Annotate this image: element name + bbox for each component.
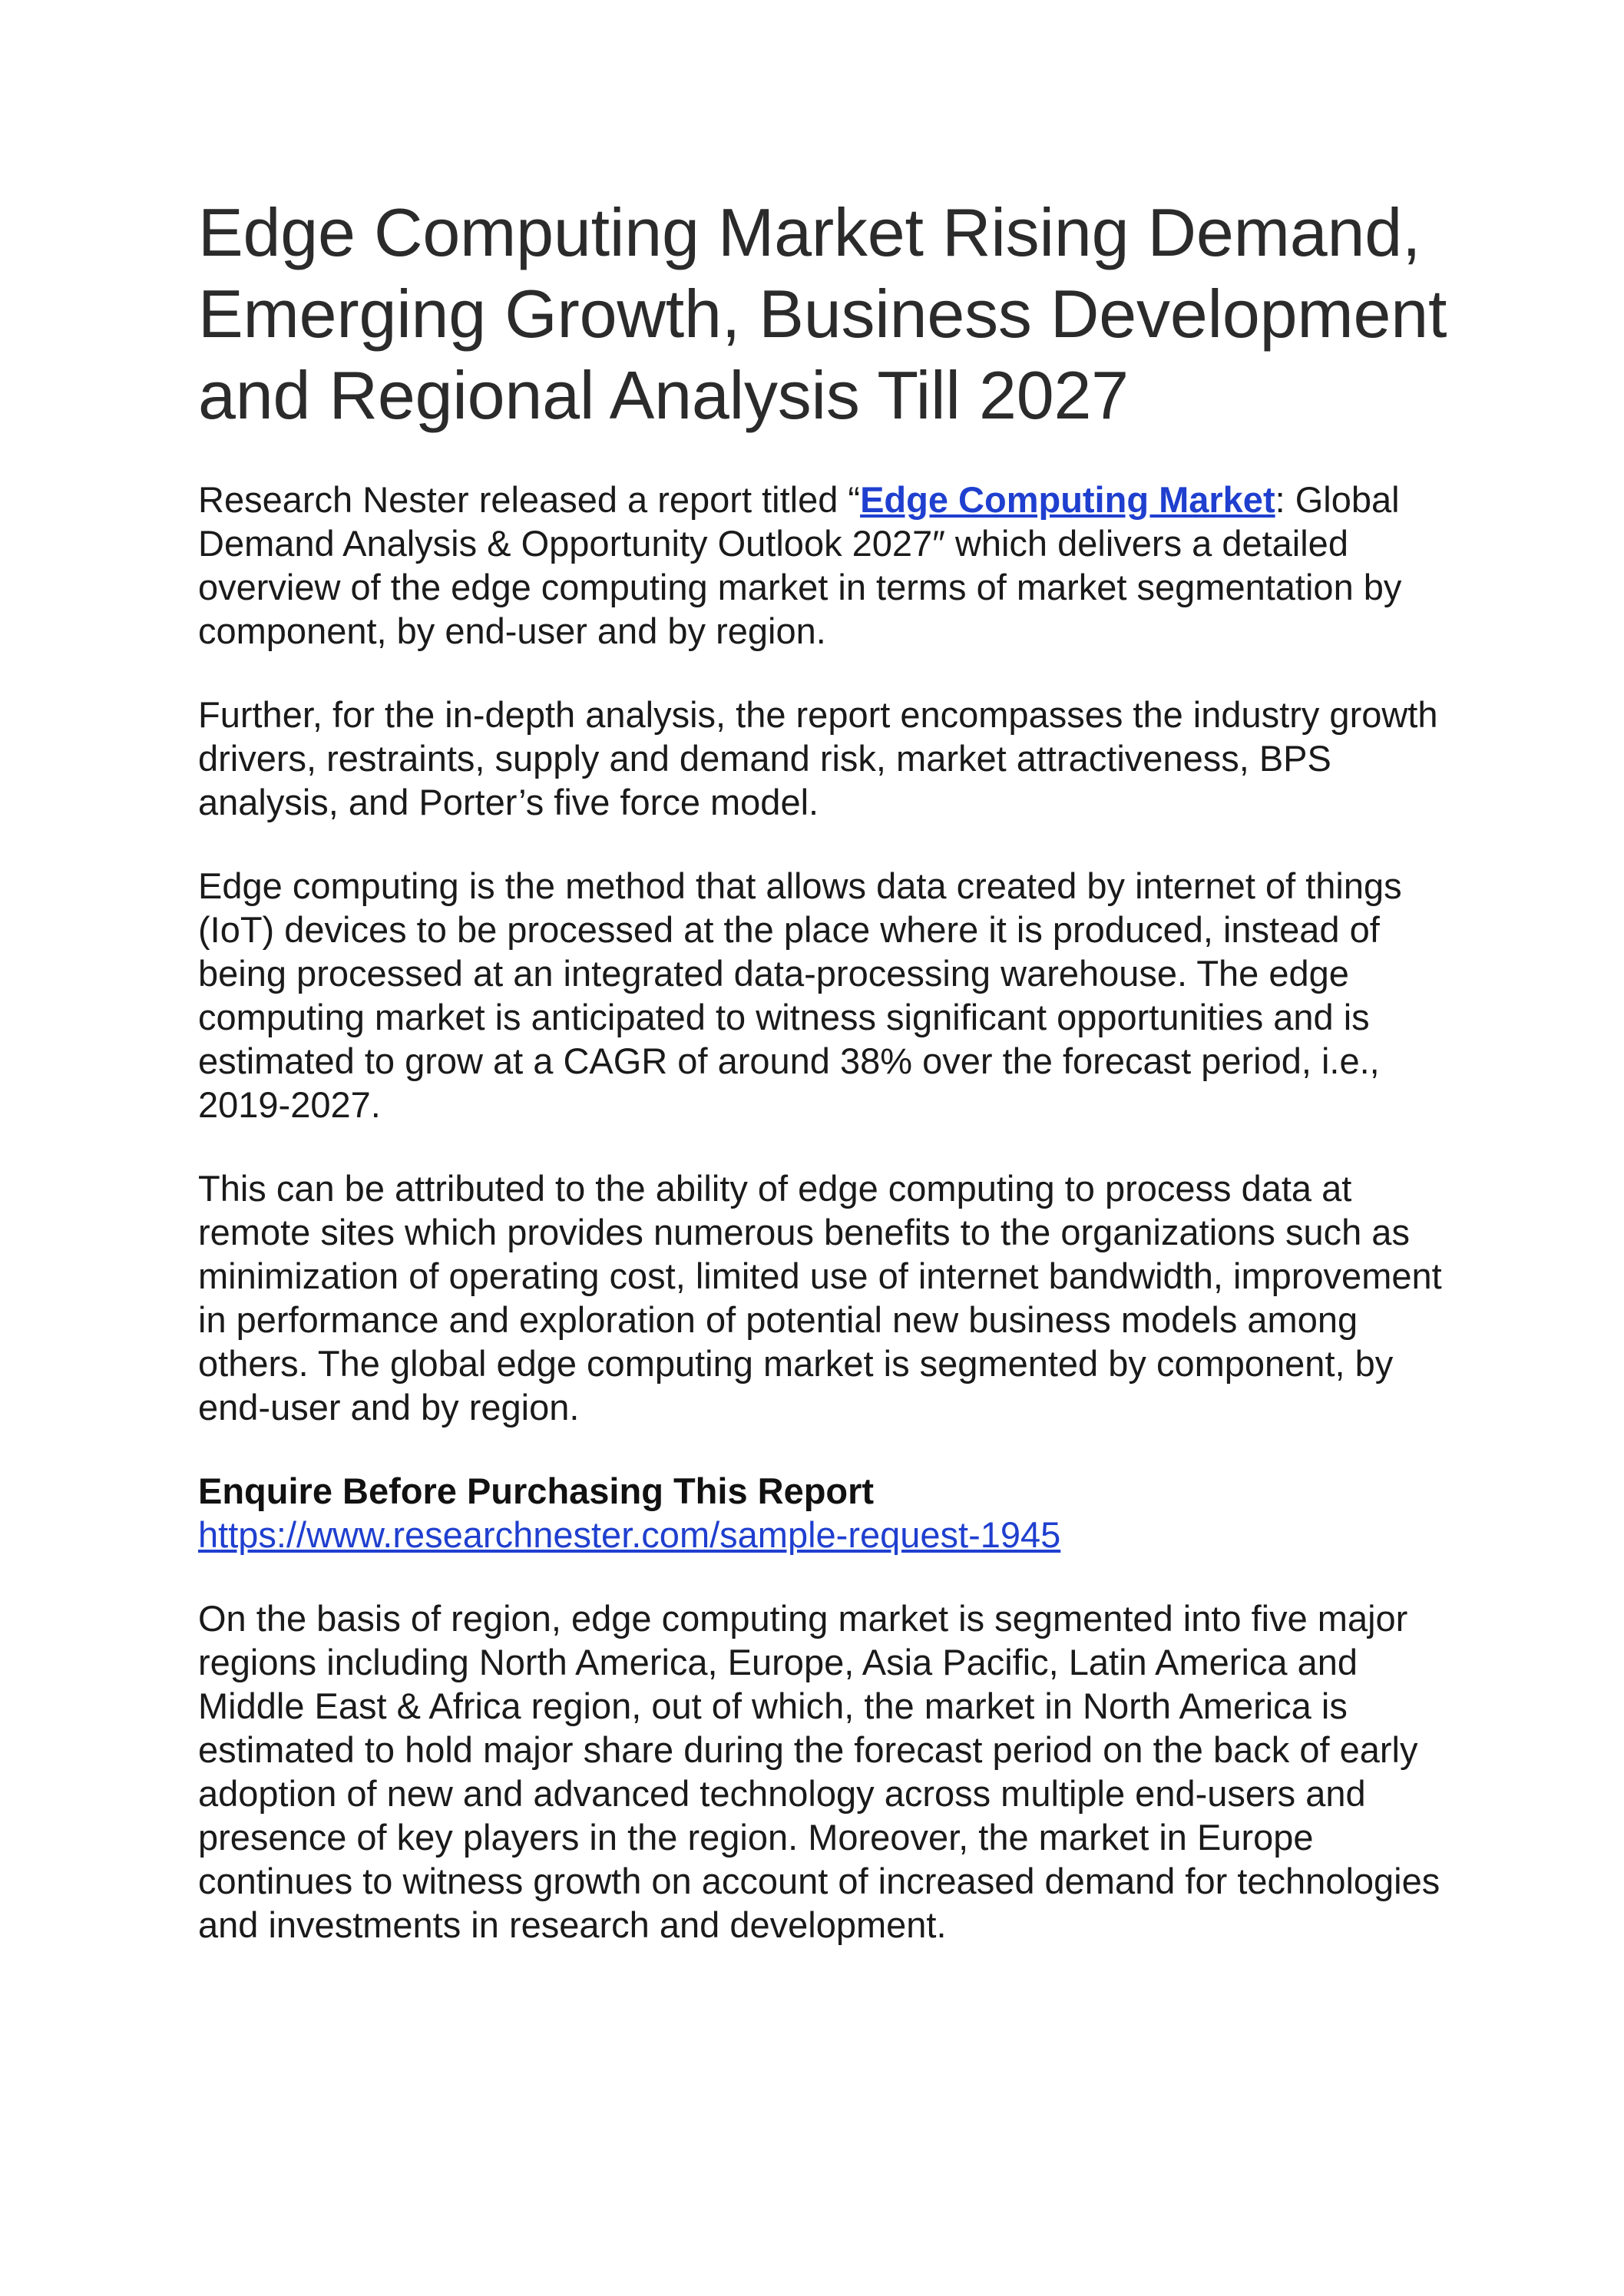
intro-text-before-link: Research Nester released a report titled “ [198,479,861,520]
intro-text-after-link: : Global Demand Analysis & Opportunity Outlook 2027″ which delivers a detailed overview of the edge computing market in terms of market segmentation by component, by end-user and by region. [198,479,1402,651]
benefits-paragraph: This can be attributed to the ability of edge computing to process data at remote sites which provides numerous benefits to the organizations such as minimization of operating cost, limited use of internet bandwidth, improvement in performance and exploration of potential new business models among others. The global edge computing market is segmented by component, by end-user and by region. [198,1168,1442,1428]
document-title: Edge Computing Market Rising Demand, Emerging Growth, Business Development and Regional Analysis Till 2027 [198,194,1447,433]
edge-computing-market-link[interactable]: Edge Computing Market [860,479,1275,520]
regional-paragraph: On the basis of region, edge computing market is segmented into five major regions including North America, Europe, Asia Pacific, Latin America and Middle East & Africa region, out of which, the market in North America is estimated to hold major share during the forecast period on the back of early adoption of new and advanced technology across multiple end-users and presence of key players in the region. Moreover, the market in Europe continues to witness growth on account of increased demand for technologies and investments in research and development. [198,1598,1440,1945]
analysis-paragraph: Further, for the in-depth analysis, the report encompasses the industry growth drivers, restraints, supply and demand risk, market attractiveness, BPS analysis, and Porter’s five force model. [198,694,1438,822]
document-page [198,192,1457,1947]
intro-paragraph [198,478,1457,653]
enquire-section [198,1469,1457,1557]
definition-paragraph: Edge computing is the method that allows data created by internet of things (IoT) devices to be processed at the place where it is produced, instead of being processed at an integrated data-processing warehouse. The edge computing market is anticipated to witness significant opportunities and is estimated to grow at a CAGR of around 38% over the forecast period, i.e., 2019-2027. [198,865,1402,1125]
sample-request-link[interactable]: https://www.researchnester.com/sample-request-1945 [198,1514,1061,1555]
enquire-heading: Enquire Before Purchasing This Report [198,1471,875,1511]
